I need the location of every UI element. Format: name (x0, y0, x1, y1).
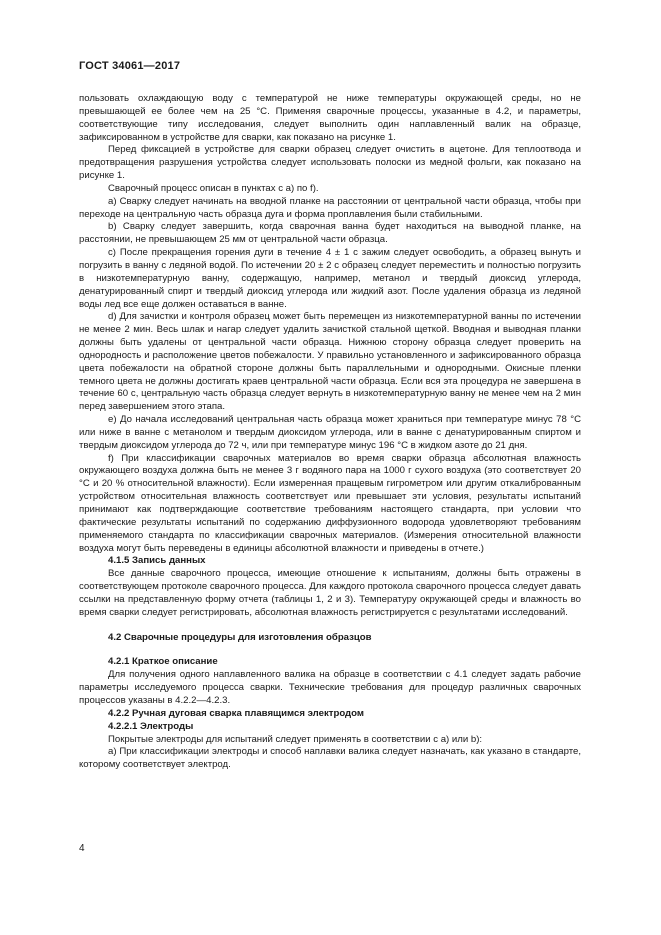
heading-4-2: 4.2 Сварочные процедуры для изготовления образцов (108, 631, 372, 643)
heading-4-1-5: 4.1.5 Запись данных (108, 555, 206, 567)
list-item-f: f) При классификации сварочных материалов во время сварки образца абсолютная влажность окружающего воздуха должна быть не менее 3 г водяного пара на 1000 г сухого воздуха (это соответствует 20 °C и 20 % относительной влажности). Если измеренная пращевым гигрометром или другим откалиброванным устройством относительная влажность соответствует или превышает эти условия, результаты испытаний принимают как подтверждающие соответствие требованиям настоящего стандарта, при условии что фактические результаты испытаний по содержанию диффузионного водорода удовлетворяют требованиям применяемого стандарта по классификации сварочных материалов. (Измерения относительной влажности воздуха могут быть переведены в единицы абсолютной влажности и приведены в отчете.) (79, 452, 581, 554)
document-header: ГОСТ 34061—2017 (79, 60, 181, 72)
paragraph-electrodes: Покрытые электроды для испытаний следует применять в соответствии с а) или b): (108, 733, 483, 745)
heading-4-2-2: 4.2.2 Ручная дуговая сварка плавящимся электродом (108, 707, 364, 719)
list-item-c: с) После прекращения горения дуги в течение 4 ± 1 с зажим следует освободить, а образец вынуть и погрузить в ванну с ледяной водой. По истечении 20 ± 2 с образец следует переместить и полностью погрузить в низкотемпературную ванну, содержащую, например, метанол и твердый диоксид углерода, денатурированный спирт и твердый диоксид углерода или жидкий азот. После удаления образца из ледяной воды лед все еще должен оставаться в ванне. (79, 247, 581, 310)
list-item-a: а) Сварку следует начинать на вводной планке на расстоянии от центральной части образца, чтобы при переходе на центральную часть образца дуга и форма проплавления были стабильными. (79, 195, 581, 220)
paragraph-data-recording: Все данные сварочного процесса, имеющие отношение к испытаниям, должны быть отражены в соответствующем протоколе сварочного процесса. Для каждого протокола сварочного процесса следует давать ссылки на представленную форму отчета (таблицы 1, 2 и 3). Температуру окружающей среды и влажность во время сварки следует регистрировать, абсолютная влажность регистрируется с результатами исследований. (79, 568, 581, 618)
heading-4-2-1: 4.2.1 Краткое описание (108, 656, 218, 668)
list-item-electrodes-a: а) При классификации электроды и способ наплавки валика следует назначать, как указано в стандарте, которому соответствует электрод. (79, 746, 581, 771)
paragraph-process-intro: Сварочный процесс описан в пунктах с а) по f). (108, 182, 319, 194)
list-item-d: d) Для зачистки и контроля образец может быть перемещен из низкотемпературной ванны по истечении не менее 2 мин. Весь шлак и нагар следует удалить зачисткой стальной щеткой. Вводная и выводная планки должны быть удалены от центральной части образца. Нижнюю сторону образца следует проверить на однородность и расположение цветов побежалости. У правильно установленного и зафиксированного образца цвета побежалости на обратной стороне должны быть параллельными и однородными. Окисные пленки темного цвета не должны достигать краев центральной части образца. Если вся эта процедура не завершена в течение 60 с, центральную часть образца следует вернуть в низкотемпературную ванну не менее чем на 2 мин перед завершением этого этапа. (79, 311, 581, 413)
paragraph-continuation: пользовать охлаждающую воду с температурой не ниже температуры окружающей среды, но не превышающей ее более чем на 25 °C. Применяя сварочные процессы, указанные в 4.2, и параметры, соответствующие типу исследования, следует выполнить один наплавленный валик на образце, зафиксированном в устройстве для сварки, как показано на рисунке 1. (79, 93, 581, 143)
paragraph-cleaning: Перед фиксацией в устройстве для сварки образец следует очистить в ацетоне. Для теплоотвода и предотвращения разрушения устройства следует использовать полоски из медной фольги, как показано на рисунке 1. (79, 144, 581, 182)
page-number: 4 (79, 843, 85, 854)
heading-4-2-2-1: 4.2.2.1 Электроды (108, 720, 194, 732)
document-body (79, 93, 581, 772)
paragraph-brief-description: Для получения одного наплавленного валика на образце в соответствии с 4.1 следует задать рабочие параметры исследуемого процесса сварки. Технические требования для процедур различных сварочных процессов указаны в 4.2.2—4.2.3. (79, 669, 581, 706)
list-item-e: е) До начала исследований центральная часть образца может храниться при температуре минус 78 °C или ниже в ванне с метанолом и твердым диоксидом углерода, или в ванне с денатурированным спиртом и твердым диоксидом углерода до 72 ч, или при температуре минус 196 °C в жидком азоте до 21 дня. (79, 414, 581, 451)
list-item-b: b) Сварку следует завершить, когда сварочная ванна будет находиться на выводной планке, на расстоянии, не превышающем 25 мм от центральной части образца. (79, 221, 581, 246)
